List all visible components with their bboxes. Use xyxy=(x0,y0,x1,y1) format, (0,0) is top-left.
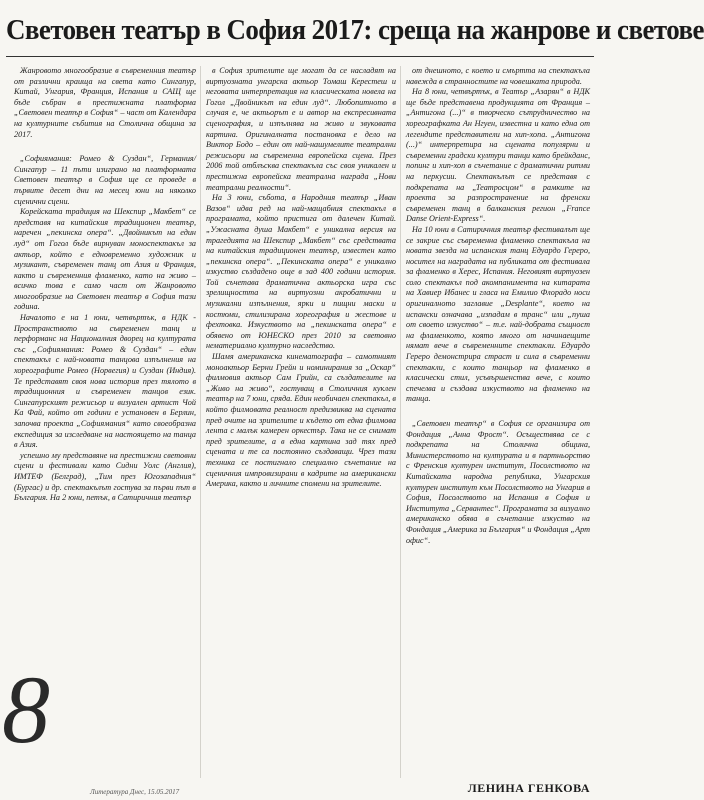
paragraph: Жанровото многообразие в съвременния театър от различни краища на света като Сингапур, Китай, Унгария, Франция, Испания и САЩ ще бъде събран в престижната платформа „Световен театър в София“ – част от Календара на културните събития на Столична община за 2017. xyxy=(14,66,196,139)
paragraph: „Софиямания: Ромео & Суздан“, Германия/Сингапур – 11 пъти изиграно на платформата Световен театър в София ще се проведе в първите десет дни на месец юни на няколко сценични сцени. xyxy=(14,154,196,206)
issue-meta: Литература Днес, 15.05.2017 xyxy=(90,788,180,796)
paragraph: На 8 юни, четвъртък, в Театър „Азарян“ в НДК ще бъде представена продукцията от Франция – „Антигона (...)“ в творческо сътрудничество на хореографката Ан Нгуен, известна и като една от легендите представители на хип-хопа. „Антигона (...)“ интерпретира на сцената популярни и съвременни градски култури танци като брейкданс, попинг и хип-хоп в съчетание с драматични ритми на перкусии. Спектакълът се представя с подкрепата на „Театросцом“ в рамките на проекта за разпространение на френски съвременен танц в балканския регион „France Danse Orient-Express“. xyxy=(406,87,590,224)
paragraph: Шамя американска кинематографа – самотният моноактьор Берни Грейн и номинирания за „Оскар“ филмовия актьор Сам Грийн, са създателите на „Живо на живо“, гостуващ в Столичния куклен театър на 7 юни, сряда. Един необичаен спектакъл, в който филмовата реалност предизвиква на сцената пред очите на зрителите и където от една филмова лента с малък камерен оркестър. Така не се снимат пред зрителите, а в една картина зад тях пред сцената и те са постоянно създаващи. Чрез тази техника се постигнало специално съчетание на сценичния импровизирани в кадрите на американски Америка, както и личните спомени на зрителите. xyxy=(206,352,396,489)
paragraph: Началото е на 1 юни, четвъртък, в НДК - Пространството на съвременен танц и перформанс на Националния дворец на културата със „Софиямания: Ромео & Суздан“ – един спектакъл с най-новата танцова изпълнения на хореографите Ромео (Норвегия) и Суздан (Индия). Те представят своя нова история през тялото в традиционния и съвременен танцов език. Сингапурският режисьор и визуален артист Чой Ка Фай, който от години е установен в Берлин, започва проекта „Софиямания“ като своеобразна експедиция за изследване на настоящето на танца в Азия. xyxy=(14,313,196,450)
page-number-graphic: 8 xyxy=(2,656,50,763)
headline-rule xyxy=(6,56,594,57)
paragraph: Корейската традиция на Шекспир „Макбет“ се представя на китайския традиционен театър, наречен „пекинска опера“. „Двойникът на един луд“ от Гогол бъде вирнуван моноспектакъл за актьор, който е едновременно художник и музикант, съвременен танц от Азия и Франция, както и съвременния фламенко, като на живо – всичко това е само част от Жанровото многообразие на Световен театър в София тази година. xyxy=(14,207,196,312)
paragraph: от днешното, с което и смъртта на спектакъла навежда в странностите на човешката природа. xyxy=(406,66,590,86)
paragraph: „Световен театър“ в София се организира от Фондация „Анна Фрост“. Осъществява се с подкрепата на Столична община, Министерството на културата и в партньорство с Френския културен институт, Посолството на Китайската народна република, Унгарския културен институт към Посолството на Унгария в София, Посолството на Испания в София и Института „Сервантес“. Програмата за визуално американско обява в съчетание изкуство на Фондация „Америка за България“ и Фондация „Арт офис“. xyxy=(406,419,590,545)
column-divider xyxy=(400,66,401,778)
column-divider xyxy=(200,66,201,778)
column-2 xyxy=(206,66,396,780)
paragraph: На 10 юни в Сатиричния театър фестивалът ще се закрие със съвременна фламенко спектакъла на новата звезда на испанския танц Едуардо Гереро, носител на наградата на публиката от фестивала за фламенко в Херес, Испания. Неговият виртуозен соло спектакъл под акомпанимента на китарата на Хавиер Ибанес и гласа на Емилио Флорадо носи оригиналното заглавие „Desplante“, което на испански означава „изпадам в транс“ или „пуша от своето изкуство“ – т.е. най-добрата същност на фламенкото, която много от начинаещите нямат вече в съвременните спектакли. Едуардо Гереро демонстрира страст и сила в съвременни спектакли, с които танцьор на фламенко в класически стил, усъвършенства вече, с които спечелва и създава изкуството на фламенко на танца. xyxy=(406,224,590,404)
column-3 xyxy=(406,66,590,780)
paragraph: в София зрителите ще могат да се насладят на виртуозната унгарска актьор Томаш Керестеш и неговата интерпретация на класическата новела на Гогол „Двойникът на един луд“. Любопитното в случая е, че актьорът е и автор на експресивната сценография, и изпълнява на живо и звуковата картина. Оригиналната постановка е дело на Виктор Бодо – един от най-нашумелите театрални режисьори на съвременна европейска сцена. През 2006 той отблъсква спектакъла със своя уникален и престижна европейска театрална награда „Нови театрални реалности“. xyxy=(206,66,396,192)
paragraph: успешно му представяне на престижни световни сцени и фестивали като Сидни Уолс (Англия), ИМТЕФ (Белград), „Тим през Югозападния“ (Бургас) и др. спектакълът гостува за първи път в България. На 2 юни, петък, в Сатиричния театър xyxy=(14,450,196,503)
paragraph: На 3 юни, събота, в Народния театър „Иван Вазов“ идва ред на най-мащабния спектакъл в програмата, който пристига от далечен Китай. „Ужасната душа Макбет“ е уникална версия на трагедията на Шекспир „Макбет“ със средствата на китайския традиционен театър, известен като „пекинска опера“. „Пекинската опера“ е уникално изкуство създадено още в зад 400 години история. Той съчетава драматична актьорска игра със зрелищността на виртуозни акробатични и музикални изпълнения, ярки и пищни маски и костюми, стилизирана хореография и жестове и фехтовка. Изкуството на „пекинската опера“ е обявено от ЮНЕСКО през 2010 за световно нематериално културно наследство. xyxy=(206,193,396,351)
author-byline: ЛЕНИНА ГЕНКОВА xyxy=(467,781,590,795)
headline: Световен театър в София 2017: среща на жанрове и светове xyxy=(6,14,704,46)
